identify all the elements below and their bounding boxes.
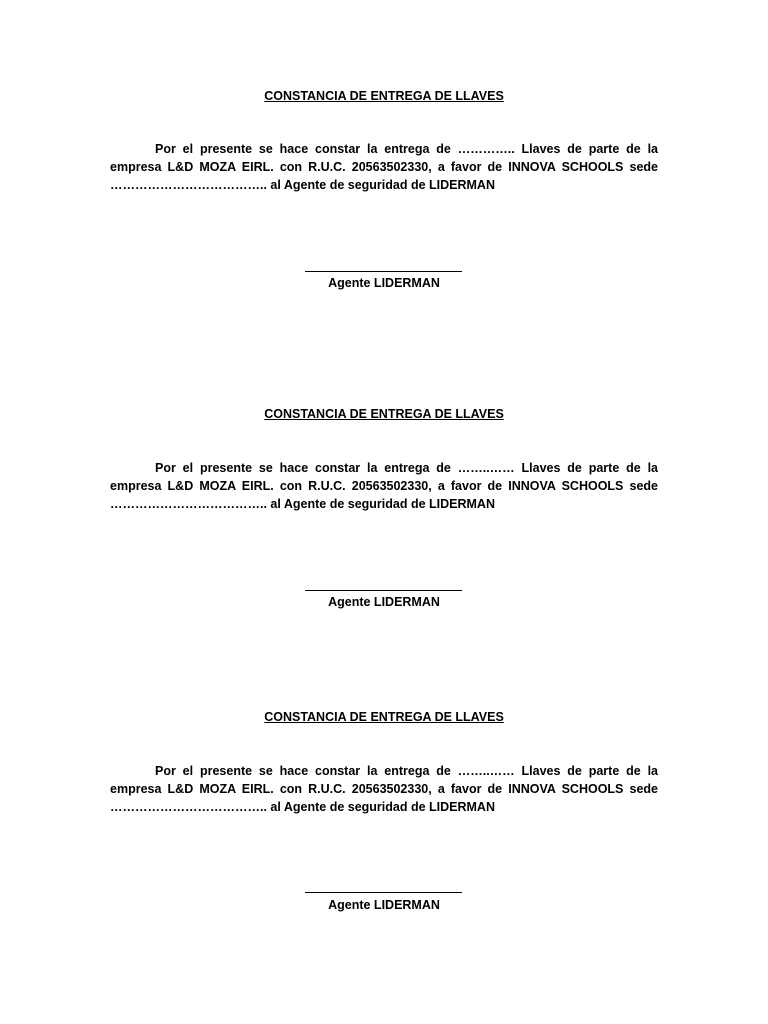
section-title: CONSTANCIA DE ENTREGA DE LLAVES bbox=[264, 89, 504, 103]
section-title: CONSTANCIA DE ENTREGA DE LLAVES bbox=[264, 710, 504, 724]
signature-line bbox=[305, 590, 462, 591]
paragraph-text: Por el presente se hace constar la entrega de ………….. Llaves de parte de la empresa L&D MOZA EIRL. con R.U.C. 20563502330, a favor de INNOVA SCHOOLS sede ……………………………….. al Agente de seguridad de LIDERMAN bbox=[110, 142, 658, 192]
section-paragraph bbox=[110, 140, 658, 194]
signature-label: Agente LIDERMAN bbox=[328, 898, 440, 912]
signature-line bbox=[305, 892, 462, 893]
paragraph-text: Por el presente se hace constar la entrega de ……..…… Llaves de parte de la empresa L&D MOZA EIRL. con R.U.C. 20563502330, a favor de INNOVA SCHOOLS sede ……………………………….. al Agente de seguridad de LIDERMAN bbox=[110, 764, 658, 814]
constancia-section-3 bbox=[110, 709, 658, 912]
constancia-section-1 bbox=[110, 88, 658, 290]
section-paragraph bbox=[110, 459, 658, 513]
paragraph-text: Por el presente se hace constar la entrega de ……..…… Llaves de parte de la empresa L&D MOZA EIRL. con R.U.C. 20563502330, a favor de INNOVA SCHOOLS sede ……………………………….. al Agente de seguridad de LIDERMAN bbox=[110, 461, 658, 511]
signature-label: Agente LIDERMAN bbox=[328, 276, 440, 290]
constancia-section-2 bbox=[110, 406, 658, 609]
signature-line bbox=[305, 271, 462, 272]
section-paragraph bbox=[110, 762, 658, 816]
section-title: CONSTANCIA DE ENTREGA DE LLAVES bbox=[264, 407, 504, 421]
signature-label: Agente LIDERMAN bbox=[328, 595, 440, 609]
